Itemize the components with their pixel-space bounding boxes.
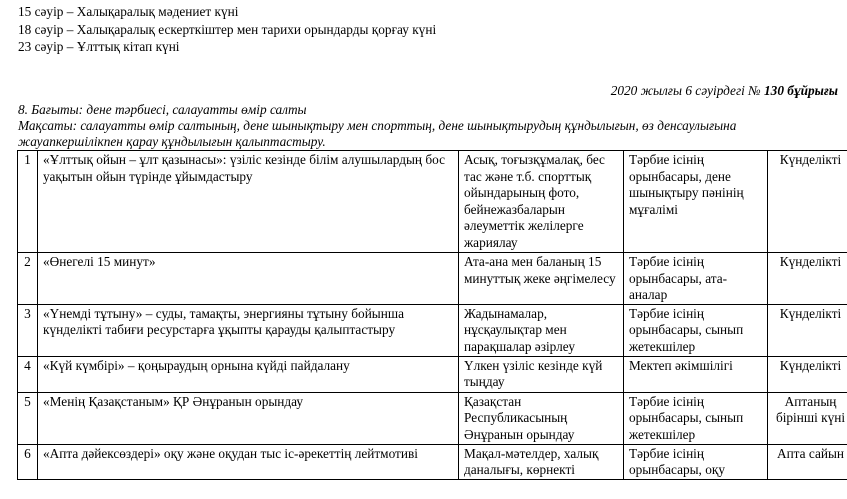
direction-heading: 8. Бағыты: дене тәрбиесі, салауатты өмір салты: [18, 102, 307, 117]
order-prefix: 2020 жылғы 6 сәуірдегі №: [610, 82, 765, 98]
order-suffix: бұйрығы: [783, 82, 838, 98]
responsible-cell: Тәрбие ісінің орынбасары, ата-аналар: [624, 253, 768, 305]
activity-cell: [38, 444, 459, 479]
event-line: 18 сәуір – Халықаралық ескерткіштер мен тарихи орындарды қорғау күні: [18, 21, 437, 37]
form-cell: Қазақстан Республикасының Әнұранын орындау: [459, 392, 624, 444]
responsible-text: Тәрбие ісінің орынбасары, оқу: [629, 445, 725, 477]
when-cell: Күнделікті: [768, 304, 847, 356]
form-cell: Ата-ана мен баланың 15 минуттық жеке әңгімелесу: [459, 253, 624, 305]
responsible-cell: Мектеп әкімшілігі: [624, 356, 768, 392]
spacer: [18, 56, 838, 82]
responsible-cell: [624, 444, 768, 479]
when-cell: Күнделікті: [768, 151, 847, 253]
when-cell: Күнделікті: [768, 356, 847, 392]
form-cell: [459, 444, 624, 479]
form-cell: Үлкен үзіліс кезінде күй тыңдау: [459, 356, 624, 392]
when-cell: Күнделікті: [768, 253, 847, 305]
goal-text: Мақсаты: салауатты өмір салтының, дене шынықтыру мен спорттың, дене шынықтырудың құндылығын, өз денсаулығына жауапкершілікпен қарау құндылығын қалыптастыру.: [18, 118, 737, 149]
activity-text: «Апта дәйексөздері» оқу және оқудан тыс іс-әрекеттің лейтмотиві: [43, 445, 418, 461]
row-number: 1: [18, 151, 38, 253]
row-number: 5: [18, 392, 38, 444]
table-row: [18, 444, 847, 479]
table-row: [18, 304, 847, 356]
form-text: Мақал-мәтелдер, халық даналығы, көрнекті: [464, 445, 599, 477]
row-number: 4: [18, 356, 38, 392]
table-row: [18, 151, 847, 253]
table-row: [18, 253, 847, 305]
event-line: 15 сәуір – Халықаралық мәдениет күні: [18, 4, 239, 19]
activities-table: [17, 150, 847, 480]
row-number: 3: [18, 304, 38, 356]
form-cell: Асық, тоғызқұмалақ, бес тас және т.б. спорттық ойындарының фото, бейнежазбаларын әлеуметтік желілерге жариялау: [459, 151, 624, 253]
when-cell: Апта сайын: [768, 444, 847, 479]
order-number: 130: [764, 82, 784, 98]
activity-cell: «Күй күмбірі» – қоңыраудың орнына күйді пайдалану: [38, 356, 459, 392]
activity-cell: «Үнемді тұтыну» – суды, тамақты, энергияны тұтыну бойынша күнделікті табиғи ресурстарға ұқыпты қарауды қалыптастыру: [38, 304, 459, 356]
activity-cell: «Өнегелі 15 минут»: [38, 253, 459, 305]
responsible-cell: Тәрбие ісінің орынбасары, сынып жетекшілер: [624, 304, 768, 356]
when-cell: Аптаның бірінші күні: [768, 392, 847, 444]
row-number: 6: [18, 444, 38, 479]
activity-cell: «Ұлттық ойын – ұлт қазынасы»: үзіліс кезінде білім алушылардың бос уақытын ойын түрінде ұйымдастыру: [38, 151, 459, 253]
order-reference: [18, 82, 838, 100]
form-cell: Жадынамалар, нұсқаулықтар мен парақшалар әзірлеу: [459, 304, 624, 356]
document-page: [18, 3, 846, 480]
table-row: [18, 356, 847, 392]
event-line: 23 сәуір – Ұлттық кітап күні: [18, 39, 180, 54]
responsible-cell: Тәрбие ісінің орынбасары, сынып жетекшілер: [624, 392, 768, 444]
responsible-cell: Тәрбие ісінің орынбасары, дене шынықтыру пәнінің мұғалімі: [624, 151, 768, 253]
table-row: [18, 392, 847, 444]
row-number: 2: [18, 253, 38, 305]
activity-cell: «Менің Қазақстаным» ҚР Әнұранын орындау: [38, 392, 459, 444]
